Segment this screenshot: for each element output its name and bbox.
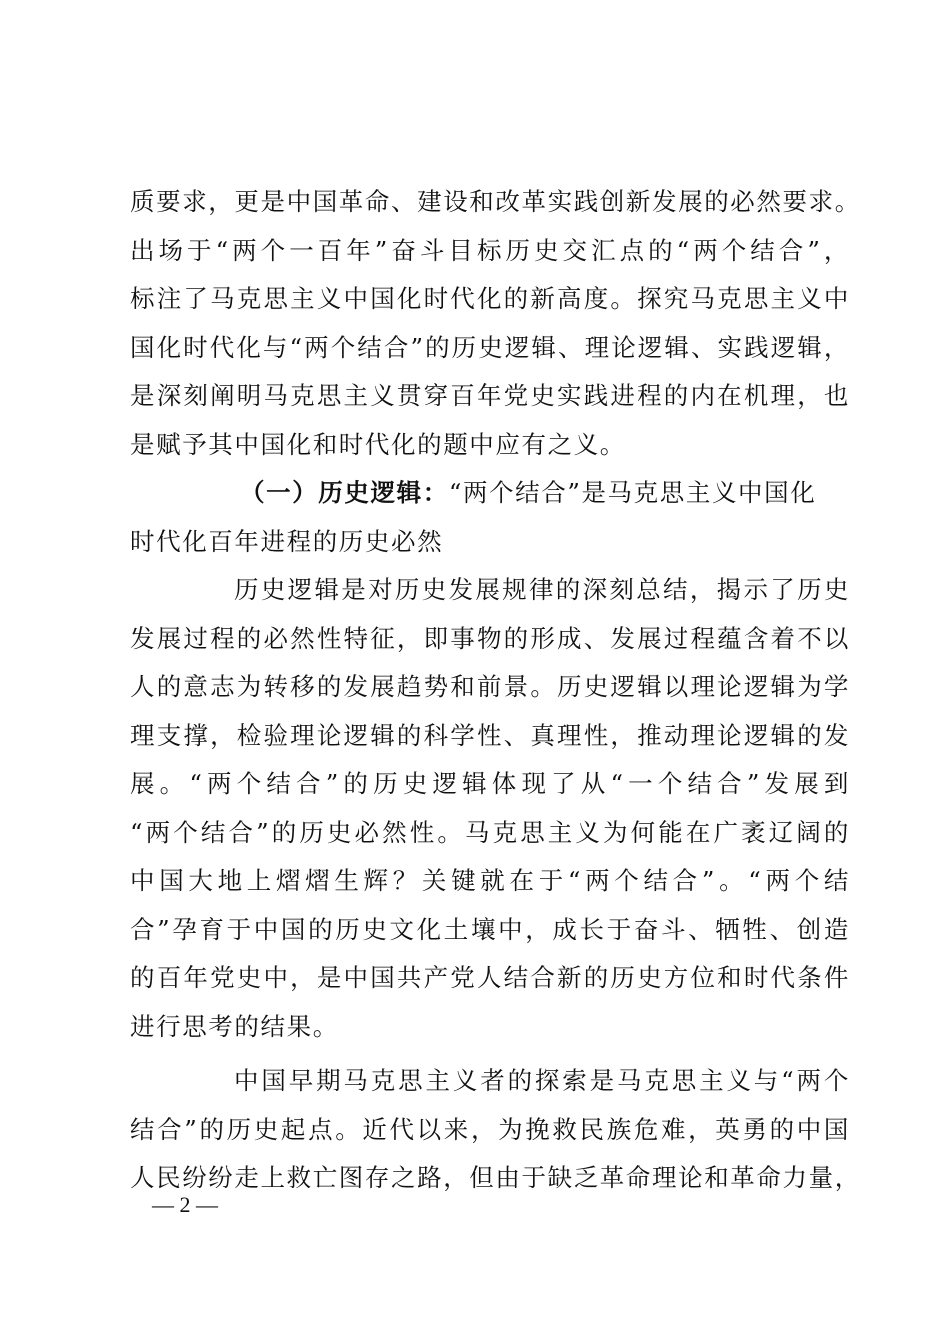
text-line: 中国大地上熠熠生辉？关键就在于“两个结合”。“两个结 xyxy=(130,866,850,895)
text-line: 人的意志为转移的发展趋势和前景。历史逻辑以理论逻辑为学 xyxy=(130,672,850,701)
text-line: 的百年党史中，是中国共产党人结合新的历史方位和时代条件 xyxy=(130,963,850,992)
section-heading xyxy=(130,469,850,566)
text-line: 结合”的历史起点。近代以来，为挽救民族危难，英勇的中国 xyxy=(130,1114,850,1144)
heading-line xyxy=(130,469,850,518)
paragraph xyxy=(130,1057,861,1203)
text-line: 进行思考的结果。 xyxy=(130,1011,339,1041)
text-line: 国化时代化与“两个结合”的历史逻辑、理论逻辑、实践逻辑， xyxy=(130,332,850,362)
text-line: 人民纷纷走上救亡图存之路，但由于缺乏革命理论和革命力量， xyxy=(130,1163,861,1192)
heading-title: “两个结合”是马克思主义中国化 xyxy=(448,478,817,507)
text-line: 历史逻辑是对历史发展规律的深刻总结，揭示了历史 xyxy=(234,575,850,604)
text-line: “两个结合”的历史必然性。马克思主义为何能在广袤辽阔的 xyxy=(130,817,850,847)
paragraph-continuation xyxy=(130,178,861,469)
text-line: 中国早期马克思主义者的探索是马克思主义与“两个 xyxy=(234,1066,850,1095)
text-line: 出场于“两个一百年”奋斗目标历史交汇点的“两个结合”， xyxy=(130,235,850,265)
heading-label: （一）历史逻辑： xyxy=(240,478,449,507)
text-line: 是深刻阐明马克思主义贯穿百年党史实践进程的内在机理，也 xyxy=(130,381,850,410)
heading-line: 时代化百年进程的历史必然 xyxy=(130,526,444,556)
body-text xyxy=(130,178,861,1203)
text-line: 质要求，更是中国革命、建设和改革实践创新发展的必然要求。 xyxy=(130,187,861,216)
text-line: 发展过程的必然性特征，即事物的形成、发展过程蕴含着不以 xyxy=(130,623,850,653)
text-line: 合”孕育于中国的历史文化土壤中，成长于奋斗、牺牲、创造 xyxy=(130,914,850,944)
text-line: 标注了马克思主义中国化时代化的新高度。探究马克思主义中 xyxy=(130,284,850,313)
text-line: 理支撑，检验理论逻辑的科学性、真理性，推动理论逻辑的发 xyxy=(130,720,850,750)
paragraph xyxy=(130,566,850,1051)
text-line: 是赋予其中国化和时代化的题中应有之义。 xyxy=(130,429,626,459)
text-line: 展。“两个结合”的历史逻辑体现了从“一个结合”发展到 xyxy=(130,769,850,798)
page-number: — 2 — xyxy=(152,1192,218,1217)
